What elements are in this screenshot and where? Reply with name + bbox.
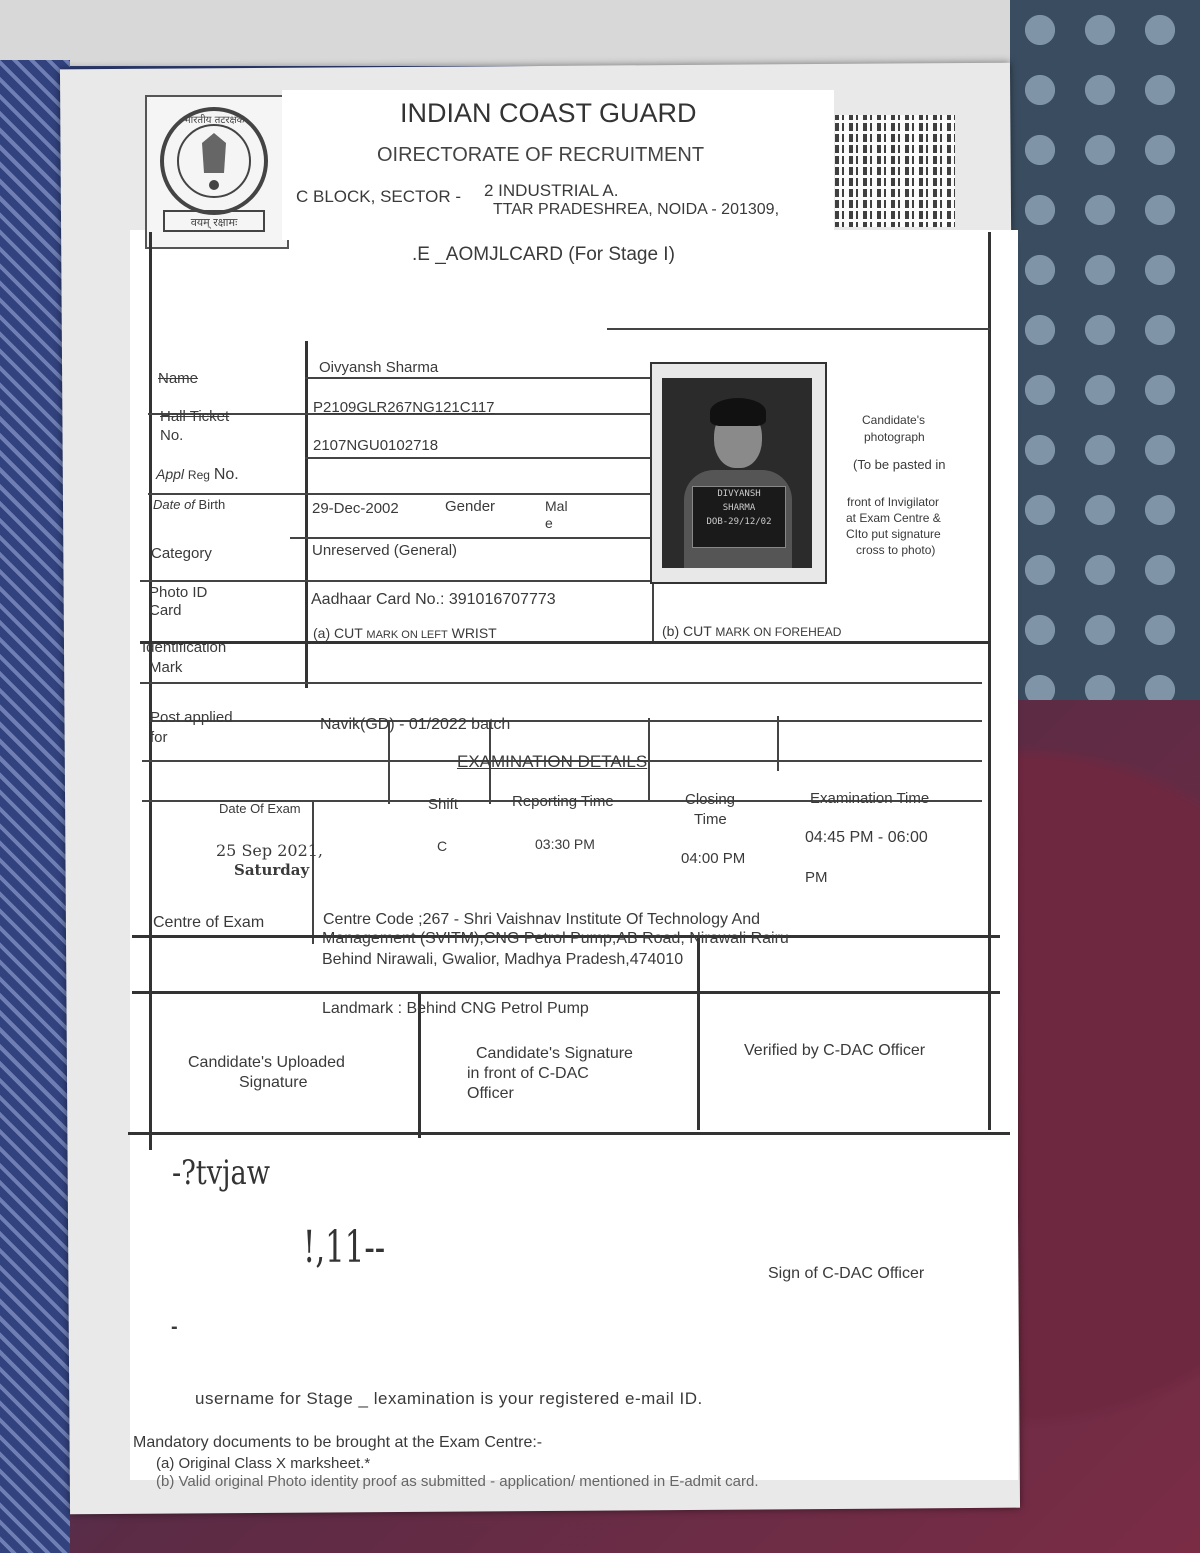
exam-details-heading: EXAMINATION DETAILS [457, 752, 648, 771]
sign-of-cdac-officer: Sign of C-DAC Officer [768, 1265, 925, 1282]
exam-day-value: Saturday [234, 861, 310, 879]
name-label: Name [158, 370, 199, 387]
rule [140, 641, 988, 644]
rule [150, 720, 982, 722]
exam-date-value: 25 Sep 2021, [216, 841, 324, 860]
photo-caption: Candidate's [862, 413, 925, 427]
photo-caption: CIto put signature [846, 527, 941, 541]
rule [305, 457, 650, 459]
ident-mark-a-suffix: WRIST [451, 625, 497, 641]
emblem-text-top: भारतीय तटरक्षक [183, 115, 245, 126]
photo-caption: (To be pasted in [853, 457, 946, 472]
photo-caption: cross to photo) [856, 543, 936, 557]
uploaded-signature-label-2: Signature [239, 1074, 308, 1091]
category-value: Unreserved (General) [312, 542, 458, 559]
name-slate [692, 486, 786, 548]
centre-address-line-1: Centre Code ;267 - Shri Vaishnav Institute Of Technology And [323, 911, 760, 928]
rule [305, 377, 650, 379]
uploaded-signature: -?tvjaw [172, 1153, 271, 1193]
rule [290, 537, 650, 539]
photo-caption: front of Invigilator [847, 495, 940, 509]
centre-label: Centre of Exam [153, 914, 265, 931]
closing-time-value: 04:00 PM [681, 850, 746, 867]
org-title: INDIAN COAST GUARD [400, 98, 697, 128]
table-border-left [149, 232, 152, 1150]
verified-by-label: Verified by C-DAC Officer [744, 1042, 926, 1059]
photo-id-value: Aadhaar Card No.: 391016707773 [311, 591, 556, 608]
name-value: Oivyansh Sharma [319, 359, 439, 376]
document-item-b: (b) Valid original Photo identity proof as submitted - application/ mentioned in E-admit card. [156, 1473, 759, 1490]
ident-mark-a-small: MARK ON LEFT [366, 629, 448, 641]
photo-caption: photograph [864, 430, 925, 444]
candidate-signature: !,11-- [303, 1222, 386, 1273]
signature-in-front-label-2: in front of C-DAC [467, 1065, 589, 1082]
photo-id-label: Photo ID [149, 584, 208, 601]
gender-label: Gender [445, 498, 496, 515]
reporting-time-value: 03:30 PM [535, 836, 595, 852]
slate-line: DIVYANSH [717, 489, 761, 499]
post-applied-label: Post applied [150, 709, 233, 726]
background-fabric-right [1010, 0, 1200, 700]
ident-mark-b-prefix: (b) CUT [662, 623, 712, 639]
coast-guard-emblem-icon [152, 103, 277, 238]
hall-ticket-label-2: No. [160, 427, 184, 444]
rule [140, 682, 982, 684]
rule [128, 1132, 1010, 1135]
rule [132, 991, 1000, 994]
hall-ticket-value: P2109GLR267NG121C117 [313, 399, 495, 416]
exam-time-value: 04:45 PM - 06:00 [805, 829, 928, 846]
rule [607, 328, 990, 330]
ident-mark-b-small: MARK ON FOREHEAD [715, 625, 842, 639]
card-title: .E _AOMJLCARD (For Stage I) [412, 244, 675, 265]
directorate-title: OIRECTORATE OF RECRUITMENT [377, 144, 705, 166]
appl-label-c: No. [213, 466, 239, 483]
rule [148, 493, 650, 495]
uploaded-signature-label: Candidate's Uploaded [188, 1054, 345, 1071]
category-label: Category [151, 545, 212, 562]
rule [312, 802, 314, 944]
appl-label-a: Appl [156, 466, 185, 482]
col-date-of-exam: Date Of Exam [219, 801, 301, 816]
signature-in-front-label: Candidate's Signature [476, 1045, 633, 1062]
emblem-text-bottom: वयम् रक्षामः [190, 216, 238, 229]
dob-label-a: Date of [153, 497, 195, 512]
rule [652, 580, 654, 642]
identification-label: Identification [142, 639, 227, 656]
rule [777, 716, 779, 771]
candidate-photo [650, 362, 827, 584]
address-line-2: TTAR PRADESHREA, NOIDA - 201309, [493, 201, 780, 218]
bullet-mark: - [171, 1316, 178, 1338]
appl-reg-value: 2107NGU0102718 [313, 437, 439, 454]
label-divider [305, 341, 308, 688]
col-examination-time: Examination Time [810, 790, 930, 807]
ident-mark-a-prefix: (a) CUT [313, 625, 363, 641]
table-border-right [988, 232, 991, 1130]
signature-in-front-label-3: Officer [467, 1085, 514, 1102]
rule [388, 722, 390, 804]
rule [648, 718, 650, 800]
slate-line: DOB-29/12/02 [706, 517, 772, 527]
landmark: Landmark : Behind CNG Petrol Pump [322, 1000, 589, 1017]
background-fabric-left [0, 60, 70, 1553]
photo-caption: at Exam Centre & [846, 511, 941, 525]
post-applied-value: Navik(GD) - 01/2022 batch [320, 716, 511, 733]
centre-address-line-3: Behind Nirawali, Gwalior, Madhya Pradesh,474010 [322, 951, 684, 968]
dob-value: 29-Dec-2002 [312, 500, 399, 517]
document-item-a: (a) Original Class X marksheet.* [156, 1455, 371, 1472]
centre-address-line-2: Management (SVITM),CNG Petrol Pump,AB Road, Nirawali Rairu [322, 930, 789, 947]
rule [140, 580, 652, 582]
appl-label-b: Reg [187, 468, 210, 482]
exam-time-value-2: PM [805, 869, 828, 886]
identification-label-2: Mark [149, 659, 183, 676]
mandatory-documents-heading: Mandatory documents to be brought at the Exam Centre:- [133, 1434, 543, 1451]
address-line-1: 2 INDUSTRIAL A. [484, 181, 619, 200]
col-shift: Shift [428, 796, 459, 813]
dob-label-b: Birth [198, 497, 226, 512]
gender-value: Mal [545, 498, 568, 514]
qr-code-icon [835, 115, 955, 227]
shift-value: C [437, 838, 448, 854]
rule [697, 937, 700, 1130]
col-reporting-time: Reporting Time [512, 793, 614, 810]
post-applied-label-2: for [150, 729, 168, 746]
gender-value-2: e [545, 515, 553, 531]
address-prefix: C BLOCK, SECTOR - [296, 187, 461, 206]
photo-id-label-2: Card [149, 602, 182, 619]
col-closing-time-2: Time [694, 811, 727, 828]
slate-line: SHARMA [722, 503, 756, 513]
hall-ticket-label: Hall Ticket [160, 408, 230, 425]
username-note: username for Stage _ lexamination is your registered e-mail ID. [195, 1389, 703, 1408]
col-closing-time: Closing [685, 791, 736, 808]
